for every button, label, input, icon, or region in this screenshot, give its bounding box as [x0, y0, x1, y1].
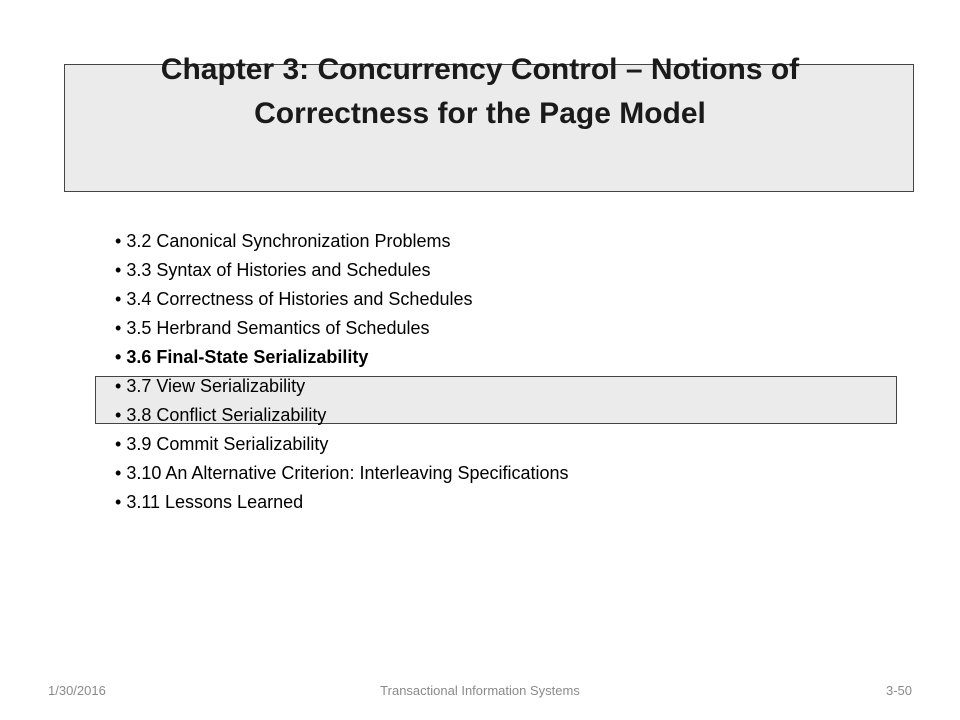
section-item: • 3.3 Syntax of Histories and Schedules: [115, 256, 569, 285]
section-item: • 3.4 Correctness of Histories and Schedules: [115, 285, 569, 314]
slide-title-line-1: Chapter 3: Concurrency Control – Notions of: [160, 53, 800, 86]
section-item: • 3.7 View Serializability: [115, 372, 569, 401]
section-item: • 3.5 Herbrand Semantics of Schedules: [115, 314, 569, 343]
section-item: • 3.9 Commit Serializability: [115, 430, 569, 459]
slide-title: [0, 48, 960, 136]
footer-date: 1/30/2016: [48, 683, 106, 698]
section-list: [115, 227, 569, 517]
section-item: • 3.11 Lessons Learned: [115, 488, 569, 517]
slide-title-line-2: Correctness for the Page Model: [254, 97, 706, 130]
section-item: • 3.2 Canonical Synchronization Problems: [115, 227, 569, 256]
section-item: • 3.10 An Alternative Criterion: Interleaving Specifications: [115, 459, 569, 488]
footer-title: Transactional Information Systems: [380, 683, 580, 698]
footer-page-number: 3-50: [885, 683, 912, 698]
section-item: • 3.8 Conflict Serializability: [115, 401, 569, 430]
section-item-current: • 3.6 Final-State Serializability: [115, 343, 569, 372]
